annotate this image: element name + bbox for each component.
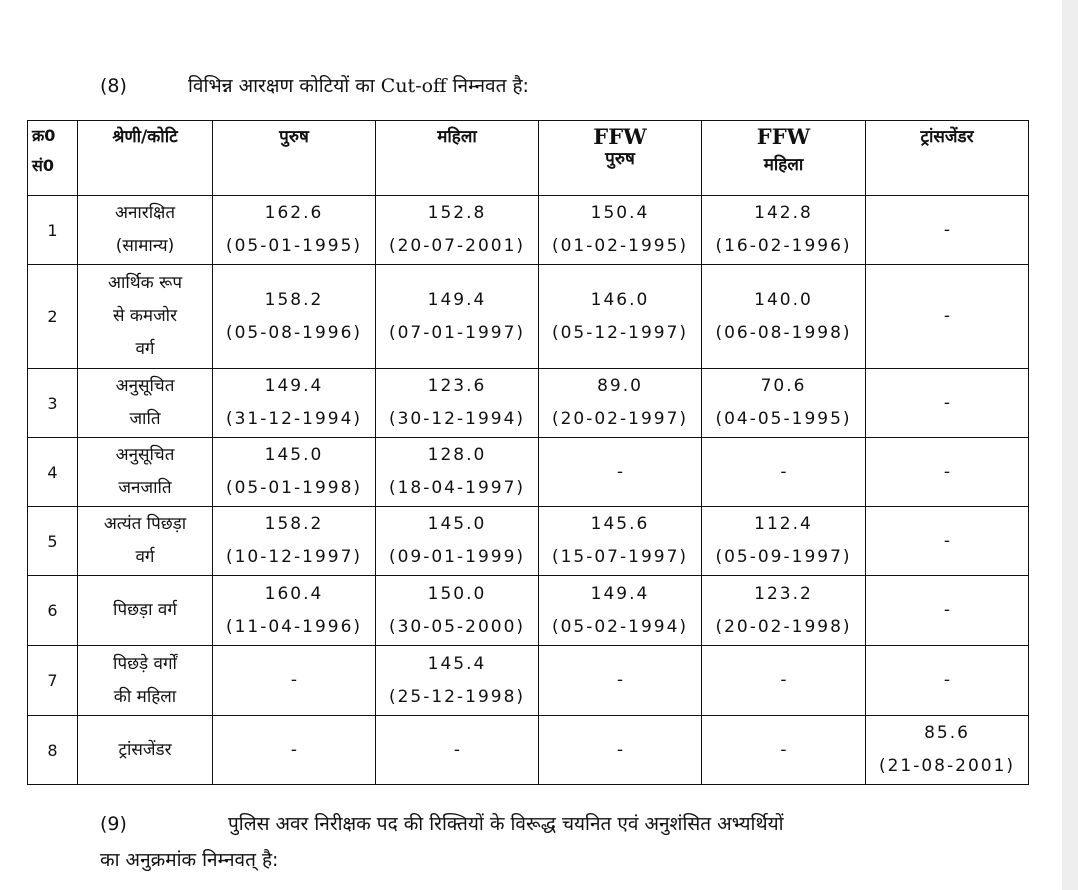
cutoff-date: (11-04-1996)	[225, 616, 363, 637]
category-line: अनुसूचित	[115, 376, 175, 396]
cutoff-cell	[376, 265, 539, 369]
table-row	[28, 369, 1029, 438]
cutoff-cell	[213, 369, 376, 438]
category-line: पिछड़े वर्गों	[113, 653, 177, 674]
table-row	[28, 196, 1029, 265]
cutoff-cell	[866, 507, 1029, 576]
category-cell	[78, 196, 213, 265]
cutoff-cell	[539, 265, 702, 369]
cutoff-cell	[539, 576, 702, 646]
cutoff-value: 70.6	[760, 376, 807, 396]
dash-placeholder: -	[616, 461, 624, 482]
cutoff-value: 85.6	[924, 723, 970, 743]
cutoff-value: 146.0	[590, 289, 650, 310]
cutoff-cell	[866, 369, 1029, 438]
cutoff-date: (05-02-1994)	[551, 616, 689, 637]
serial-number: 8	[28, 716, 78, 785]
cutoff-date: (10-12-1997)	[225, 547, 363, 567]
cutoff-cell	[539, 716, 702, 785]
cutoff-cell	[213, 196, 376, 265]
cutoff-value: 123.6	[427, 376, 487, 396]
cutoff-cell	[539, 646, 702, 716]
cutoff-value: 145.0	[264, 445, 324, 465]
dash-placeholder: -	[780, 670, 787, 690]
serial-number: 6	[28, 576, 78, 646]
cutoff-date: (07-01-1997)	[388, 322, 526, 343]
cutoff-cell	[702, 716, 866, 785]
cutoff-cell	[702, 369, 866, 438]
section-8-text-after: निम्नवत है:	[452, 75, 529, 97]
header-ffw-female: FFW महिला	[702, 121, 866, 196]
table-row	[28, 265, 1029, 369]
cutoff-value: 150.4	[590, 203, 650, 223]
header-ffw-male: FFW पुरुष	[539, 121, 702, 196]
cutoff-cell	[702, 646, 866, 716]
category-line: (सामान्य)	[115, 236, 175, 256]
cutoff-cell	[376, 438, 539, 507]
cutoff-value: 149.4	[427, 289, 487, 310]
table-row	[28, 507, 1029, 576]
serial-number: 1	[28, 196, 78, 265]
category-cell	[78, 507, 213, 576]
cutoff-date: (05-01-1995)	[225, 236, 363, 256]
table-row	[28, 716, 1029, 785]
dash-placeholder: -	[943, 306, 951, 326]
cutoff-cell	[866, 438, 1029, 507]
section-8-text-before: विभिन्न आरक्षण कोटियों का	[188, 75, 375, 97]
cutoff-cell	[866, 646, 1029, 716]
category-line: से कमजोर	[112, 306, 178, 326]
category-cell	[78, 716, 213, 785]
cutoff-value: 128.0	[427, 445, 487, 465]
serial-number: 2	[28, 265, 78, 369]
cutoff-value: 123.2	[754, 583, 813, 604]
header-serial: क्र0 सं0	[28, 121, 78, 196]
dash-placeholder: -	[290, 739, 298, 760]
dash-placeholder: -	[780, 739, 787, 760]
category-cell	[78, 438, 213, 507]
cutoff-cell	[539, 196, 702, 265]
category-line: वर्ग	[135, 547, 155, 567]
section-9-heading	[100, 806, 960, 878]
cutoff-value: 162.6	[264, 203, 324, 223]
cutoff-cell	[702, 576, 866, 646]
table-row	[28, 438, 1029, 507]
category-cell	[78, 646, 213, 716]
cutoff-cell	[702, 507, 866, 576]
section-9-line2: का अनुक्रमांक निम्नवत् है:	[100, 849, 279, 871]
category-line: आर्थिक रूप	[108, 273, 182, 293]
cutoff-date: (05-09-1997)	[715, 547, 852, 567]
serial-number: 3	[28, 369, 78, 438]
cutoff-cell	[213, 716, 376, 785]
cutoff-value: 158.2	[264, 289, 324, 310]
dash-placeholder: -	[616, 670, 624, 690]
dash-placeholder: -	[616, 739, 624, 760]
cutoff-cell	[702, 265, 866, 369]
category-line: जनजाति	[118, 478, 172, 498]
cutoff-value: 149.4	[590, 583, 650, 604]
cutoff-value: 152.8	[427, 203, 487, 223]
cutoff-cell	[376, 507, 539, 576]
header-female: महिला	[376, 121, 539, 196]
dash-placeholder: -	[943, 670, 951, 690]
cutoff-value: 160.4	[264, 583, 324, 604]
cutoff-date: (21-08-2001)	[878, 756, 1016, 776]
dash-placeholder: -	[943, 392, 951, 413]
cutoff-cell	[213, 507, 376, 576]
cutoff-cell	[866, 716, 1029, 785]
category-cell	[78, 265, 213, 369]
dash-placeholder: -	[290, 670, 298, 690]
cutoff-cell	[376, 196, 539, 265]
dash-placeholder: -	[943, 461, 951, 482]
header-male: पुरुष	[213, 121, 376, 196]
cutoff-cell	[539, 438, 702, 507]
cutoff-date: (05-08-1996)	[225, 322, 363, 343]
cutoff-value: 145.4	[427, 653, 487, 674]
cutoff-date: (16-02-1996)	[715, 236, 852, 256]
cutoff-cell	[213, 265, 376, 369]
cutoff-value: 149.4	[264, 376, 324, 396]
dash-placeholder: -	[943, 530, 951, 551]
cutoff-value: 142.8	[754, 203, 813, 223]
dash-placeholder: -	[943, 219, 951, 240]
cutoff-value: 112.4	[754, 514, 813, 534]
cutoff-cell	[866, 576, 1029, 646]
category-line: अनारक्षित	[114, 203, 176, 223]
cutoff-date: (01-02-1995)	[551, 236, 689, 256]
cutoff-cell	[376, 369, 539, 438]
cutoff-date: (20-07-2001)	[388, 236, 526, 256]
scrollbar[interactable]	[1062, 0, 1078, 890]
category-line: जाति	[129, 409, 161, 429]
cutoff-cell	[376, 646, 539, 716]
cutoff-word: Cut-off	[380, 75, 447, 97]
cutoff-date: (06-08-1998)	[715, 322, 852, 343]
cutoff-cell	[539, 507, 702, 576]
dash-placeholder: -	[780, 461, 787, 482]
cutoff-date: (30-05-2000)	[388, 616, 526, 637]
cutoff-cell	[213, 646, 376, 716]
dash-placeholder: -	[453, 739, 461, 760]
cutoff-cell	[213, 438, 376, 507]
cutoff-value: 89.0	[597, 376, 643, 396]
category-line: की महिला	[113, 686, 177, 707]
cutoff-cell	[213, 576, 376, 646]
serial-number: 5	[28, 507, 78, 576]
cutoff-date: (15-07-1997)	[551, 547, 689, 567]
dash-placeholder: -	[943, 600, 951, 620]
header-transgender: ट्रांसजेंडर	[866, 121, 1029, 196]
cutoff-date: (31-12-1994)	[225, 409, 363, 429]
cutoff-cell	[539, 369, 702, 438]
cutoff-date: (04-05-1995)	[715, 409, 852, 429]
serial-number: 7	[28, 646, 78, 716]
cutoff-value: 158.2	[264, 514, 324, 534]
cutoff-cell	[866, 265, 1029, 369]
section-8-number: (8)	[100, 75, 127, 97]
category-line: अनुसूचित	[115, 445, 175, 465]
cutoff-value: 145.6	[590, 514, 650, 534]
header-category: श्रेणी/कोटि	[78, 121, 213, 196]
cutoff-date: (20-02-1997)	[551, 409, 689, 429]
cutoff-cell	[702, 438, 866, 507]
cutoff-date: (18-04-1997)	[388, 478, 526, 498]
cutoff-date: (25-12-1998)	[388, 686, 526, 707]
category-cell	[78, 369, 213, 438]
category-line: पिछड़ा वर्ग	[113, 600, 177, 620]
cutoff-value: 140.0	[754, 289, 813, 310]
section-9-line1: पुलिस अवर निरीक्षक पद की रिक्तियों के विरूद्ध चयनित एवं अनुशंसित अभ्यर्थियों	[228, 813, 784, 835]
cutoff-value: 145.0	[427, 514, 487, 534]
cutoff-table	[27, 120, 1029, 785]
cutoff-cell	[702, 196, 866, 265]
cutoff-date: (20-02-1998)	[715, 616, 852, 637]
category-cell	[78, 576, 213, 646]
cutoff-date: (05-01-1998)	[225, 478, 363, 498]
category-line: वर्ग	[135, 339, 155, 359]
serial-number: 4	[28, 438, 78, 507]
cutoff-cell	[376, 576, 539, 646]
section-9-number: (9)	[100, 813, 127, 835]
table-header-row	[28, 121, 1029, 196]
cutoff-date: (09-01-1999)	[388, 547, 526, 567]
cutoff-date: (05-12-1997)	[551, 322, 689, 343]
category-line: ट्रांसजेंडर	[118, 739, 172, 760]
cutoff-date: (30-12-1994)	[388, 409, 526, 429]
cutoff-cell	[376, 716, 539, 785]
category-line: अत्यंत पिछड़ा	[103, 514, 187, 534]
cutoff-value: 150.0	[427, 583, 487, 604]
cutoff-cell	[866, 196, 1029, 265]
table-row	[28, 646, 1029, 716]
table-row	[28, 576, 1029, 646]
section-8-heading	[100, 72, 529, 98]
